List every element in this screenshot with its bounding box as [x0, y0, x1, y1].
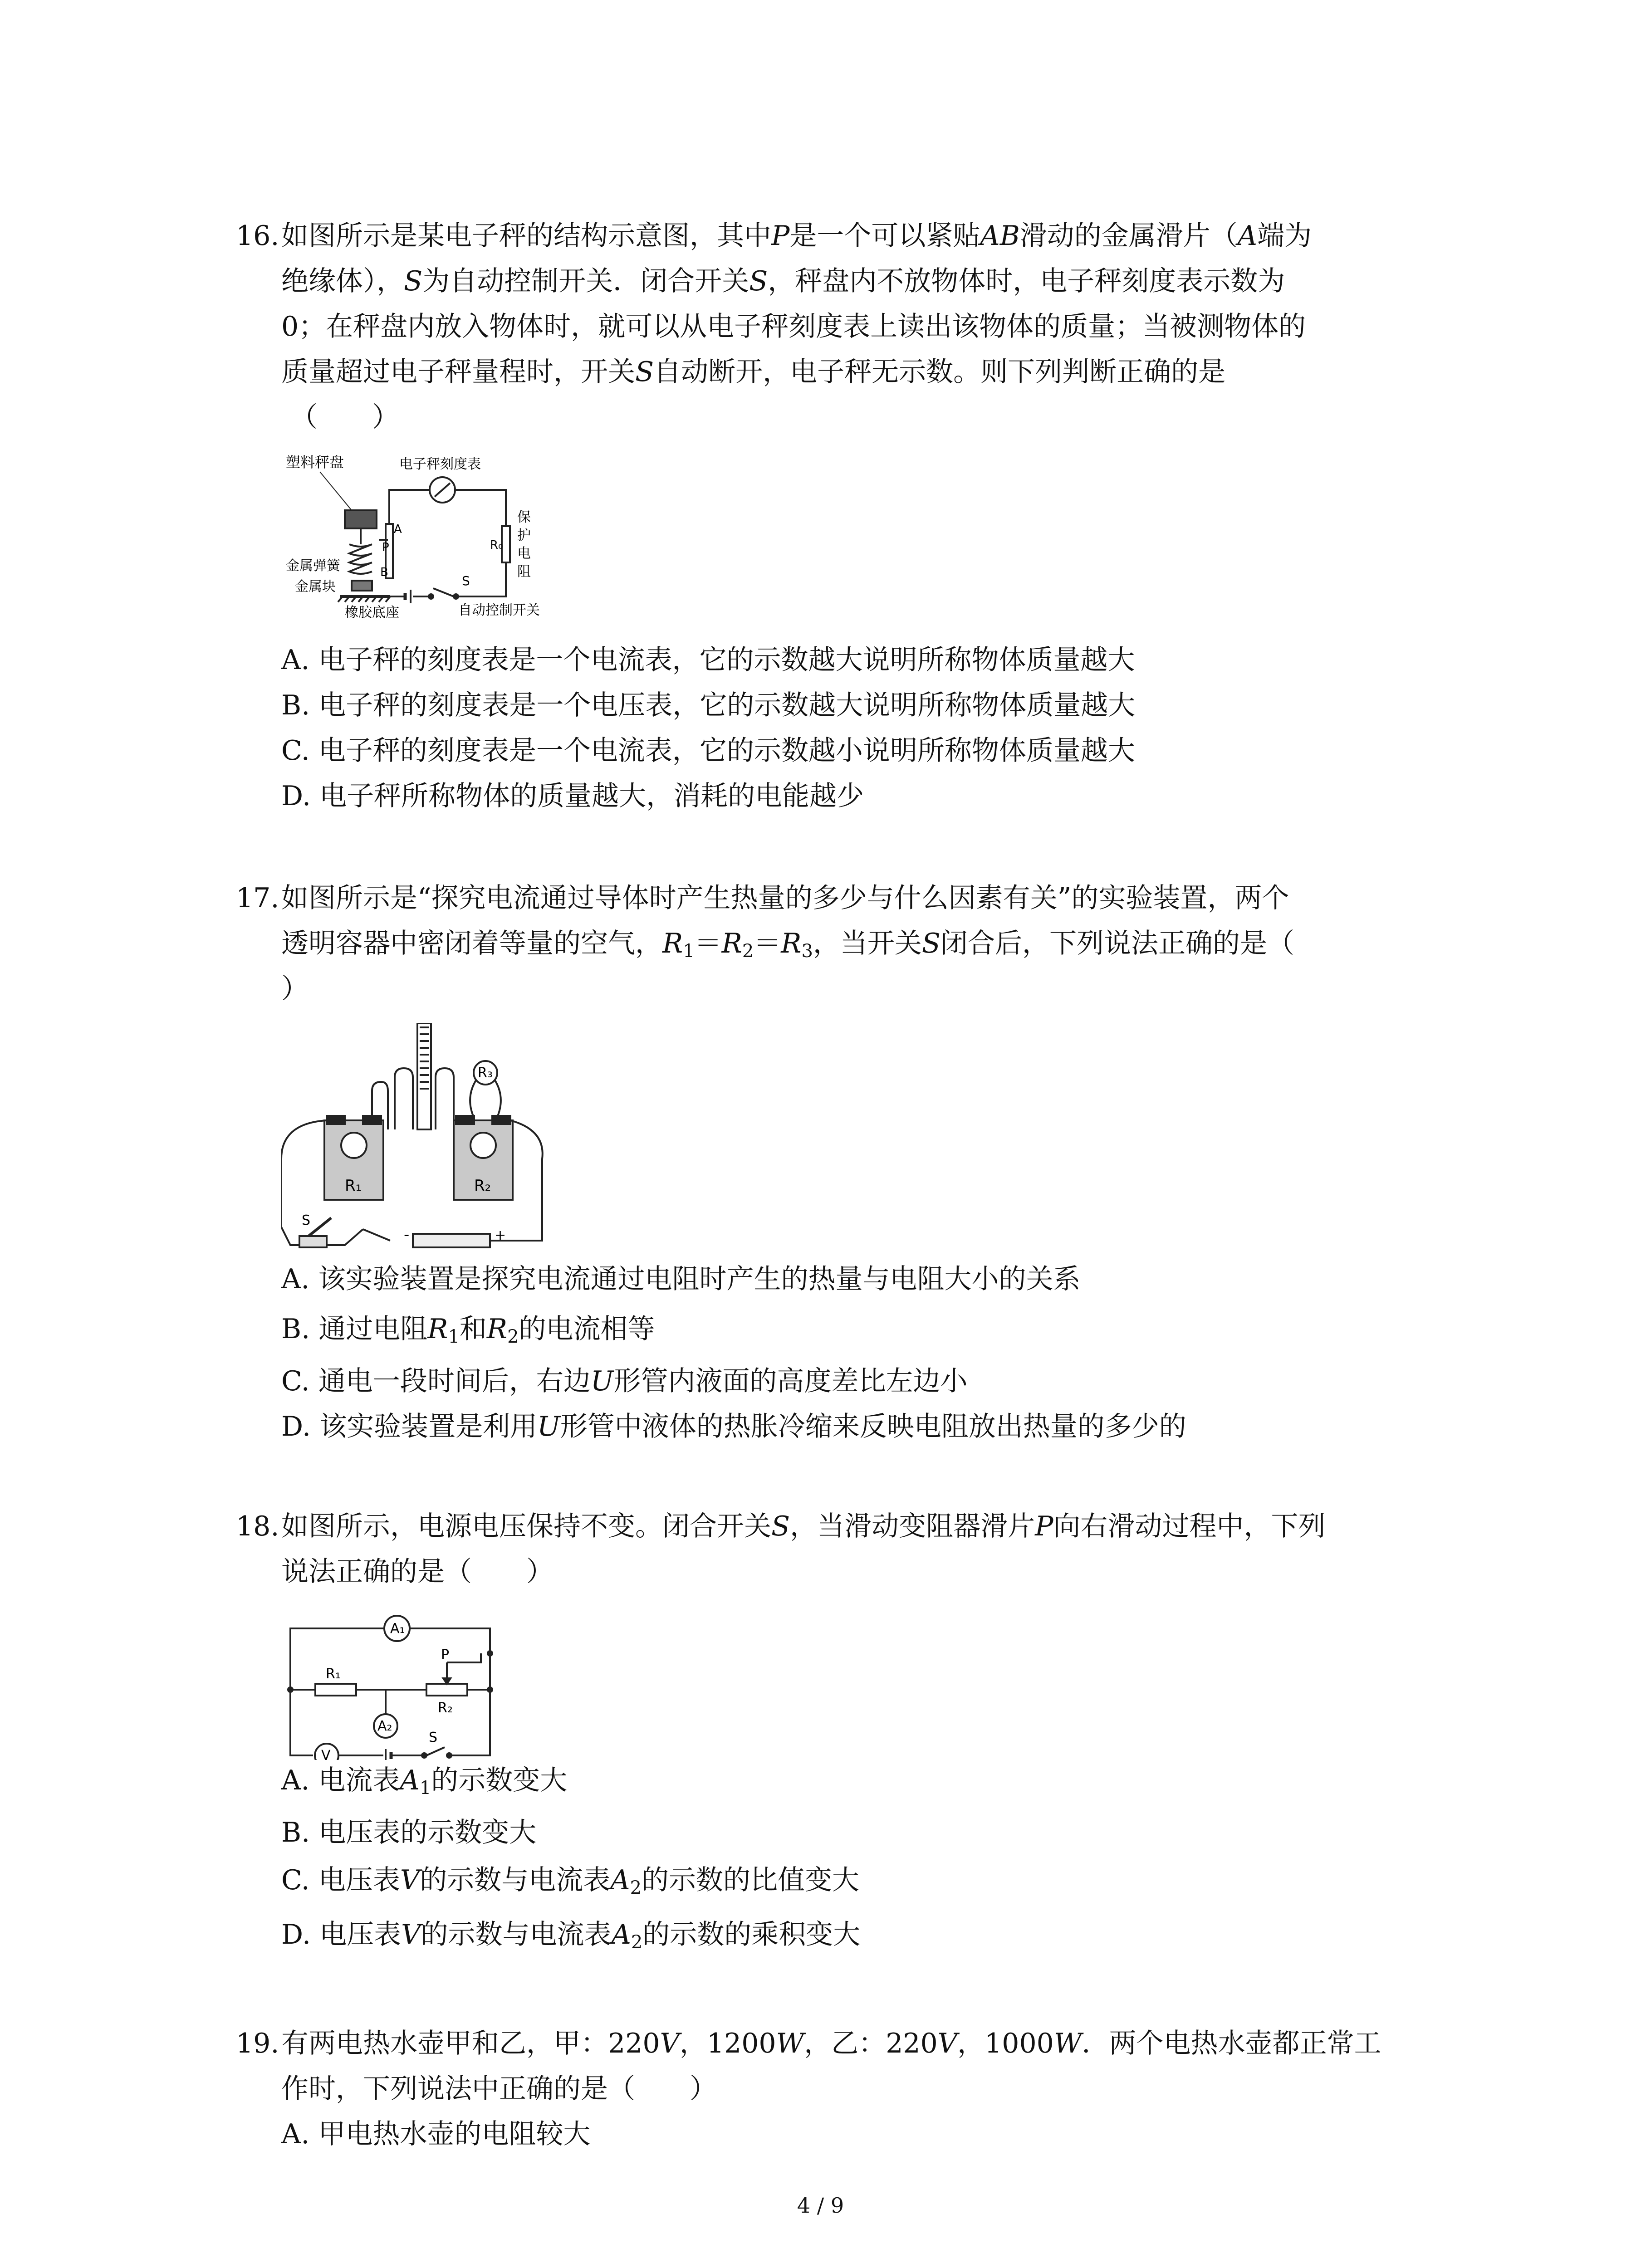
circuit-figure: [281, 1606, 499, 1760]
base-label: 橡胶底座: [345, 605, 399, 621]
question-text-line: 说法正确的是（ ）: [281, 1556, 554, 1588]
option-d[interactable]: D. 该实验装置是利用U形管中液体的热胀冷缩来反映电阻放出热量的多少的: [281, 1411, 1186, 1442]
question-text-line: 作时，下列说法中正确的是（ ）: [281, 2073, 717, 2105]
r0-label: R₀: [490, 538, 503, 552]
end-b-label: B: [380, 566, 388, 579]
a2-label: A₂: [377, 1718, 392, 1734]
r3-label: R₃: [478, 1065, 493, 1081]
end-a-label: A: [394, 523, 402, 536]
plus-label: +: [495, 1227, 506, 1243]
question-number: 16.: [236, 220, 279, 252]
option-c[interactable]: C. 电子秤的刻度表是一个电流表，它的示数越小说明所称物体质量越大: [281, 735, 1135, 767]
question-text-line: 0；在秤盘内放入物体时，就可以从电子秤刻度表上读出该物体的质量；当被测物体的: [281, 311, 1306, 342]
protect-resistor-label-2: 护: [517, 528, 531, 543]
heat-experiment-figure: [281, 1023, 544, 1254]
option-a[interactable]: A. 甲电热水壶的电阻较大: [281, 2118, 591, 2150]
option-b[interactable]: B. 电子秤的刻度表是一个电压表，它的示数越大说明所称物体质量越大: [281, 689, 1136, 721]
spring-label: 金属弹簧: [286, 558, 340, 574]
question-number: 17.: [236, 882, 279, 914]
protect-resistor-label-4: 阻: [517, 564, 531, 580]
protect-resistor-label-3: 电: [517, 546, 531, 562]
option-a[interactable]: A. 电子秤的刻度表是一个电流表，它的示数越大说明所称物体质量越大: [281, 644, 1135, 676]
question-text-line: 如图所示是“探究电流通过导体时产生热量的多少与什么因素有关”的实验装置，两个: [281, 882, 1289, 914]
option-c[interactable]: C. 电压表V的示数与电流表$A_2$的示数的比值变大: [281, 1864, 860, 1898]
page-number: 4 / 9: [797, 2193, 844, 2218]
question-text-line: 如图所示是某电子秤的结构示意图，其中P是一个可以紧贴AB滑动的金属滑片（A端为: [281, 220, 1312, 252]
option-a[interactable]: A. 该实验装置是探究电流通过电阻时产生的热量与电阻大小的关系: [281, 1263, 1081, 1295]
r2-label: R₂: [438, 1700, 453, 1716]
slider-p-label: P: [382, 541, 389, 554]
switch-s-label: S: [462, 573, 470, 588]
option-c[interactable]: C. 通电一段时间后，右边U形管内液面的高度差比左边小: [281, 1365, 968, 1397]
protect-resistor-label-1: 保: [517, 509, 531, 525]
v-label: V: [321, 1748, 331, 1760]
question-text-line: 透明容器中密闭着等量的空气，$R_1=R_2=R_3$，当开关S闭合后，下列说法正确的是（: [281, 928, 1295, 962]
option-b[interactable]: B. 通过电阻$R_1$和$R_2$的电流相等: [281, 1313, 655, 1347]
question-text-line: 有两电热水壶甲和乙，甲：220V，1200W，乙：220V，1000W．两个电热水壶都正常工: [281, 2028, 1381, 2059]
option-d[interactable]: D. 电子秤所称物体的质量越大，消耗的电能越少: [281, 780, 864, 812]
option-b[interactable]: B. 电压表的示数变大: [281, 1817, 537, 1848]
switch-s-label: S: [429, 1730, 438, 1745]
meter-label: 电子秤刻度表: [399, 456, 481, 472]
option-a[interactable]: A. 电流表$A_1$的示数变大: [281, 1765, 568, 1799]
minus-label: -: [404, 1226, 410, 1244]
electronic-scale-figure: [277, 447, 594, 621]
pan-label: 塑料秤盘: [286, 454, 344, 471]
answer-blank: （ ）: [290, 401, 399, 433]
slider-p-label: P: [441, 1647, 450, 1663]
question-text-line: ）: [281, 973, 309, 1005]
a1-label: A₁: [390, 1621, 405, 1637]
question-number: 19.: [236, 2028, 279, 2059]
auto-switch-label: 自动控制开关: [458, 602, 540, 618]
r1-label: R₁: [326, 1666, 341, 1682]
block-label: 金属块: [295, 579, 336, 595]
switch-s-label: S: [302, 1212, 311, 1228]
option-d[interactable]: D. 电压表V的示数与电流表$A_2$的示数的乘积变大: [281, 1919, 861, 1953]
question-text-line: 质量超过电子秤量程时，开关S自动断开，电子秤无示数。则下列判断正确的是: [281, 356, 1226, 388]
question-number: 18.: [236, 1510, 279, 1542]
r2-label: R₂: [474, 1177, 491, 1195]
r1-label: R₁: [345, 1177, 362, 1195]
question-text-line: 如图所示，电源电压保持不变。闭合开关S，当滑动变阻器滑片P向右滑动过程中，下列: [281, 1510, 1326, 1542]
question-text-line: 绝缘体），S为自动控制开关．闭合开关S，秤盘内不放物体时，电子秤刻度表示数为: [281, 265, 1285, 297]
